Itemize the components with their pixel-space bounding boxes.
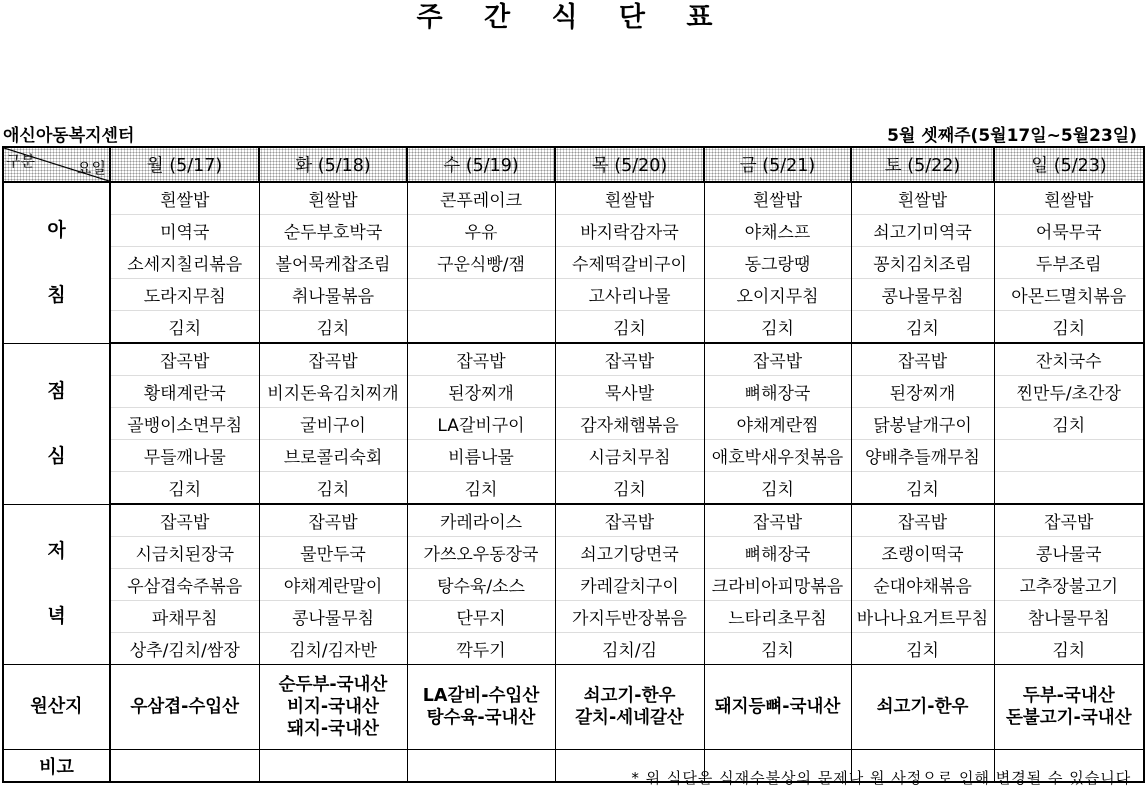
- origin-cell: [555, 665, 704, 750]
- origin-label: 원산지: [3, 665, 110, 750]
- menu-row: [3, 247, 1144, 279]
- center-name: 애신아동복지센터: [3, 126, 135, 146]
- menu-item: 콩나물무침: [851, 279, 994, 311]
- menu-item: 잡곡밥: [555, 504, 704, 537]
- menu-item: [407, 311, 555, 344]
- menu-item: 잡곡밥: [407, 343, 555, 376]
- menu-row: [3, 504, 1144, 537]
- menu-row: [3, 376, 1144, 408]
- menu-item: 김치: [555, 472, 704, 505]
- menu-item: 찐만두/초간장: [994, 376, 1144, 408]
- menu-row: [3, 182, 1144, 215]
- footnote: * 위 식단은 식재수불상의 문제나 원 사정으로 인해 변경될 수 있습니다.: [631, 769, 1137, 787]
- menu-item: 카레갈치구이: [555, 569, 704, 601]
- menu-row: [3, 311, 1144, 344]
- menu-item: 탕수육/소스: [407, 569, 555, 601]
- remark-cell: [110, 750, 259, 783]
- menu-item: [407, 279, 555, 311]
- origin-line: 비지-국내산: [287, 697, 379, 717]
- menu-item: 뼈해장국: [704, 537, 851, 569]
- menu-item: 조랭이떡국: [851, 537, 994, 569]
- menu-item: 쇠고기당면국: [555, 537, 704, 569]
- menu-item: 시금치무침: [555, 440, 704, 472]
- menu-item: 김치: [704, 311, 851, 344]
- menu-item: 잡곡밥: [704, 343, 851, 376]
- menu-item: 우삼겹숙주볶음: [110, 569, 259, 601]
- corner-label-day: 요일: [77, 159, 106, 177]
- menu-item: 꽁치김치조림: [851, 247, 994, 279]
- menu-item: 가지두반장볶음: [555, 601, 704, 633]
- origin-cell: [704, 665, 851, 750]
- menu-item: 콘푸레이크: [407, 182, 555, 215]
- origin-line: 쇠고기-한우: [876, 697, 969, 717]
- menu-row: [3, 537, 1144, 569]
- menu-item: 김치/김자반: [259, 633, 407, 665]
- menu-item: 단무지: [407, 601, 555, 633]
- origin-line: 쇠고기-한우: [583, 686, 676, 706]
- menu-item: [994, 440, 1144, 472]
- menu-item: 동그랑땡: [704, 247, 851, 279]
- menu-item: 김치: [994, 311, 1144, 344]
- remark-label: 비고: [3, 750, 110, 783]
- menu-item: 김치: [851, 472, 994, 505]
- origin-line: 돼지등뼈-국내산: [714, 697, 841, 717]
- menu-item: 가쓰오우동장국: [407, 537, 555, 569]
- origin-line: 탕수육-국내산: [426, 708, 536, 728]
- menu-item: 순두부호박국: [259, 215, 407, 247]
- meal-label-top: 저: [47, 540, 66, 563]
- menu-item: 상추/김치/쌈장: [110, 633, 259, 665]
- menu-item: 잔치국수: [994, 343, 1144, 376]
- menu-item: 비름나물: [407, 440, 555, 472]
- menu-item: 김치: [407, 472, 555, 505]
- meal-label: [3, 182, 110, 343]
- menu-item: 느타리초무침: [704, 601, 851, 633]
- menu-item: 깍두기: [407, 633, 555, 665]
- menu-item: 바나나요거트무침: [851, 601, 994, 633]
- menu-item: 오이지무침: [704, 279, 851, 311]
- week-range: 5월 셋째주(5월17일~5월23일): [887, 126, 1137, 146]
- menu-row: [3, 343, 1144, 376]
- menu-item: 김치: [994, 633, 1144, 665]
- menu-item: 콩나물국: [994, 537, 1144, 569]
- corner-label-category: 구분: [6, 152, 35, 170]
- origin-line: 돼지-국내산: [287, 719, 379, 739]
- menu-item: 황태계란국: [110, 376, 259, 408]
- day-header: 목 (5/20): [555, 147, 704, 182]
- menu-item: 고추장불고기: [994, 569, 1144, 601]
- menu-row: [3, 408, 1144, 440]
- menu-item: 김치: [704, 472, 851, 505]
- menu-item: 비지돈육김치찌개: [259, 376, 407, 408]
- menu-item: 참나물무침: [994, 601, 1144, 633]
- meal-label-top: 아: [47, 218, 66, 241]
- menu-item: 야채스프: [704, 215, 851, 247]
- menu-item: 흰쌀밥: [110, 182, 259, 215]
- meal-label-top: 점: [47, 379, 66, 402]
- meal-label-bottom: 심: [47, 444, 66, 467]
- origin-line: LA갈비-수입산: [422, 686, 540, 706]
- remark-cell: [407, 750, 555, 783]
- menu-item: 무들깨나물: [110, 440, 259, 472]
- menu-item: 김치: [851, 633, 994, 665]
- origin-cell: [259, 665, 407, 750]
- menu-item: 김치: [994, 408, 1144, 440]
- menu-item: 굴비구이: [259, 408, 407, 440]
- menu-item: 야채계란찜: [704, 408, 851, 440]
- menu-item: 고사리나물: [555, 279, 704, 311]
- origin-line: 돈불고기-국내산: [1005, 708, 1132, 728]
- menu-item: 감자채햄볶음: [555, 408, 704, 440]
- origin-line: 두부-국내산: [1022, 686, 1115, 706]
- menu-item: 쇠고기미역국: [851, 215, 994, 247]
- menu-item: 양배추들깨무침: [851, 440, 994, 472]
- meal-label-bottom: 침: [47, 283, 66, 306]
- menu-table: [2, 146, 1145, 783]
- menu-item: 두부조림: [994, 247, 1144, 279]
- meal-label: [3, 343, 110, 504]
- menu-item: 김치: [110, 472, 259, 505]
- menu-item: 아몬드멸치볶음: [994, 279, 1144, 311]
- menu-item: 흰쌀밥: [259, 182, 407, 215]
- origin-row: [3, 665, 1144, 750]
- menu-row: [3, 601, 1144, 633]
- menu-item: 골뱅이소면무침: [110, 408, 259, 440]
- menu-item: 흰쌀밥: [555, 182, 704, 215]
- menu-item: 잡곡밥: [555, 343, 704, 376]
- menu-item: 시금치된장국: [110, 537, 259, 569]
- menu-item: 김치: [555, 311, 704, 344]
- menu-item: 애호박새우젓볶음: [704, 440, 851, 472]
- menu-item: 잡곡밥: [110, 343, 259, 376]
- menu-item: 흰쌀밥: [994, 182, 1144, 215]
- menu-item: 김치: [259, 311, 407, 344]
- menu-item: 김치/김: [555, 633, 704, 665]
- menu-item: 잡곡밥: [851, 504, 994, 537]
- header-row: [3, 147, 1144, 182]
- menu-item: 소세지칠리볶음: [110, 247, 259, 279]
- menu-item: 어묵무국: [994, 215, 1144, 247]
- menu-row: [3, 633, 1144, 665]
- menu-item: 크라비아피망볶음: [704, 569, 851, 601]
- menu-item: 미역국: [110, 215, 259, 247]
- menu-item: 수제떡갈비구이: [555, 247, 704, 279]
- menu-item: 볼어묵케찹조림: [259, 247, 407, 279]
- origin-line: 우삼겹-수입산: [130, 697, 240, 717]
- menu-item: 된장찌개: [851, 376, 994, 408]
- menu-item: 닭봉날개구이: [851, 408, 994, 440]
- menu-item: 바지락감자국: [555, 215, 704, 247]
- corner-header: [3, 147, 110, 182]
- day-header: 월 (5/17): [110, 147, 259, 182]
- menu-item: 순대야채볶음: [851, 569, 994, 601]
- menu-row: [3, 279, 1144, 311]
- menu-row: [3, 472, 1144, 505]
- day-header: 일 (5/23): [994, 147, 1144, 182]
- menu-item: 우유: [407, 215, 555, 247]
- origin-cell: [110, 665, 259, 750]
- menu-item: 잡곡밥: [259, 504, 407, 537]
- menu-item: 묵사발: [555, 376, 704, 408]
- menu-item: 잡곡밥: [994, 504, 1144, 537]
- menu-item: 잡곡밥: [851, 343, 994, 376]
- origin-line: 순두부-국내산: [278, 675, 388, 695]
- meal-label-bottom: 녁: [47, 605, 66, 628]
- remark-cell: [259, 750, 407, 783]
- menu-item: [994, 472, 1144, 505]
- menu-item: 김치: [704, 633, 851, 665]
- day-header: 화 (5/18): [259, 147, 407, 182]
- menu-item: 구운식빵/잼: [407, 247, 555, 279]
- menu-item: 김치: [110, 311, 259, 344]
- menu-row: [3, 440, 1144, 472]
- menu-item: 흰쌀밥: [851, 182, 994, 215]
- menu-item: 뼈해장국: [704, 376, 851, 408]
- menu-item: 된장찌개: [407, 376, 555, 408]
- menu-item: 흰쌀밥: [704, 182, 851, 215]
- menu-item: 김치: [851, 311, 994, 344]
- menu-item: 파채무침: [110, 601, 259, 633]
- menu-item: 취나물볶음: [259, 279, 407, 311]
- menu-row: [3, 215, 1144, 247]
- menu-item: 브로콜리숙회: [259, 440, 407, 472]
- page-title: 주 간 식 단 표: [416, 2, 729, 33]
- menu-item: 야채계란말이: [259, 569, 407, 601]
- day-header: 수 (5/19): [407, 147, 555, 182]
- menu-item: LA갈비구이: [407, 408, 555, 440]
- day-header: 토 (5/22): [851, 147, 994, 182]
- day-header: 금 (5/21): [704, 147, 851, 182]
- meal-label: [3, 504, 110, 665]
- origin-cell: [994, 665, 1144, 750]
- menu-item: 잡곡밥: [704, 504, 851, 537]
- origin-cell: [407, 665, 555, 750]
- menu-item: 잡곡밥: [110, 504, 259, 537]
- origin-line: 갈치-세네갈산: [575, 708, 684, 728]
- menu-item: 카레라이스: [407, 504, 555, 537]
- menu-item: 김치: [259, 472, 407, 505]
- origin-cell: [851, 665, 994, 750]
- menu-row: [3, 569, 1144, 601]
- menu-item: 물만두국: [259, 537, 407, 569]
- menu-item: 잡곡밥: [259, 343, 407, 376]
- menu-item: 도라지무침: [110, 279, 259, 311]
- menu-item: 콩나물무침: [259, 601, 407, 633]
